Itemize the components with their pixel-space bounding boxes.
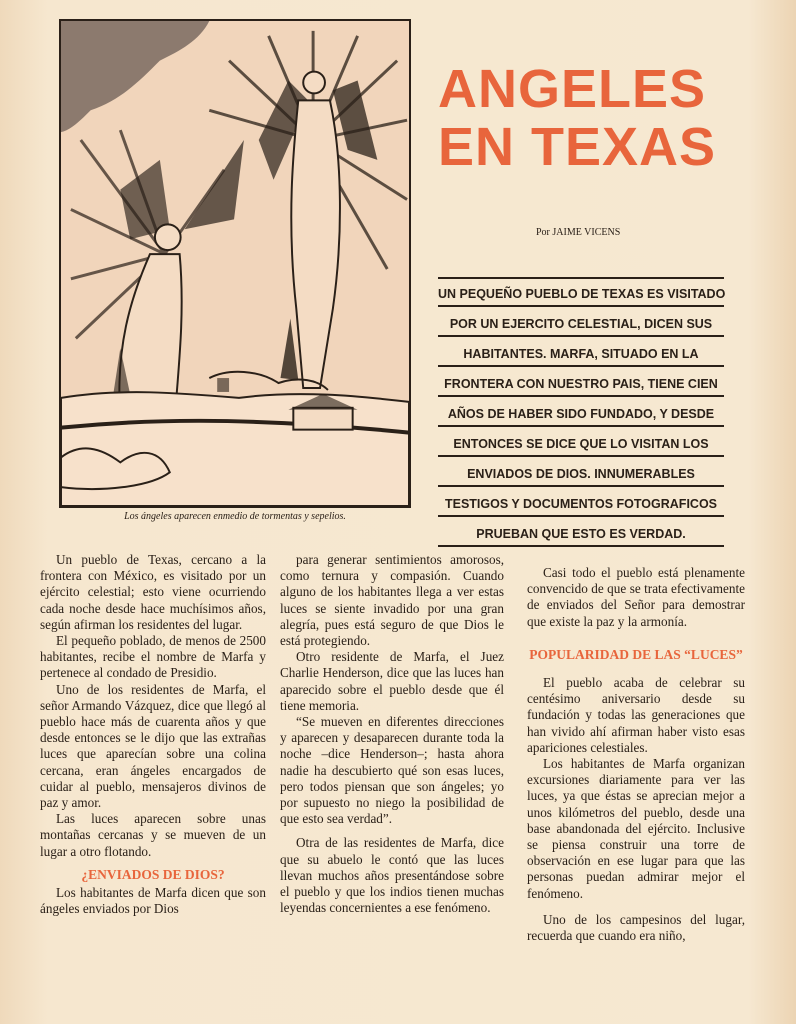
title-line-2: EN TEXAS (438, 117, 717, 177)
paragraph: Un pueblo de Texas, cercano a la frontera con México, es visitado por un ejército celestial; esto viene ocurriendo cada noche desde hace muchísimos años, según afirman los residentes del lugar. (40, 552, 266, 632)
lead-line: UN PEQUEÑO PUEBLO DE TEXAS ES VISITADO (438, 281, 724, 307)
section-heading: ¿ENVIADOS DE DIOS? (81, 866, 225, 882)
paragraph: Uno de los campesinos del lugar, recuerda que cuando era niño, (527, 911, 745, 944)
lead-line: PRUEBAN QUE ESTO ES VERDAD. (438, 521, 724, 547)
paragraph: Casi todo el pueblo está plenamente convencido de que se trata efectivamente de enviados del Señor para demostrar que existe la paz y la armonía. (527, 565, 745, 629)
lead-line: TESTIGOS Y DOCUMENTOS FOTOGRAFICOS (438, 491, 724, 517)
paragraph: El pequeño poblado, de menos de 2500 habitantes, recibe el nombre de Marfa y pertenece al condado de Presidio. (40, 633, 266, 681)
lead-line: ENTONCES SE DICE QUE LO VISITAN LOS (438, 431, 724, 457)
byline: Por JAIME VICENS (536, 227, 621, 238)
illustration-caption: Los ángeles aparecen enmedio de tormentas y sepelios. (124, 511, 346, 522)
paragraph: Uno de los residentes de Marfa, el señor Armando Vázquez, dice que llegó al pueblo hace más de cuarenta años y que desde entonces se le dijo que las extrañas luces que aparecían sobre una colina cercana, eran ángeles encargados de cuidar al pueblo, mensajeros divinos de paz y amor. (40, 681, 266, 811)
lead-top-rule (438, 277, 724, 279)
body-column-3 (527, 565, 745, 944)
lead-line: AÑOS DE HABER SIDO FUNDADO, Y DESDE (438, 401, 724, 427)
angels-drawing (61, 21, 409, 506)
body-column-2 (280, 552, 504, 916)
angels-illustration (59, 19, 411, 508)
paragraph: para generar sentimientos amorosos, como ternura y compasión. Cuando alguno de los habitantes llega a ver estas luces se siente invadido por una gran alegría, pues está seguro de que Dios le está protegiendo. (280, 552, 504, 649)
paragraph: El pueblo acaba de celebrar su centésimo aniversario desde su fundación y todas las generaciones que han vivido ahí afirman haber visto esas apariciones celestiales. (527, 675, 745, 755)
lead-line: HABITANTES. MARFA, SITUADO EN LA (438, 341, 724, 367)
lead-line: ENVIADOS DE DIOS. INNUMERABLES (438, 461, 724, 487)
lead-box (438, 277, 724, 551)
section-heading: POPULARIDAD DE LAS “LUCES” (529, 646, 743, 662)
lead-line: FRONTERA CON NUESTRO PAIS, TIENE CIEN (438, 371, 724, 397)
lead-line: POR UN EJERCITO CELESTIAL, DICEN SUS (438, 311, 724, 337)
paragraph: Otra de las residentes de Marfa, dice que su abuelo le contó que las luces llevan muchos años presentándose sobre el pueblo y que los indios tienen muchas leyendas concernientes a ese fenómeno. (280, 835, 504, 916)
paragraph: Los habitantes de Marfa organizan excursiones diariamente para ver las luces, ya que éstas se aprecian mejor a unos kilómetros del pueblo, desde una base abandonada del ejército. Inclusive se piensa construir una torre de observación en ese lugar para que las personas puedan admirar mejor el fenómeno. (527, 756, 745, 901)
paragraph: Las luces aparecen sobre unas montañas cercanas y se mueven de un lugar a otro flotando. (40, 811, 266, 859)
body-column-1 (40, 552, 266, 917)
paragraph: “Se mueven en diferentes direcciones y aparecen y desaparecen durante toda la noche –dice Henderson–; hasta ahora nadie ha descubierto qué son esas luces, pero todos piensan que son ángeles; yo por supuesto no niego la posibilidad de que esto sea verdad”. (280, 714, 504, 827)
paragraph: Los habitantes de Marfa dicen que son ángeles enviados por Dios (40, 885, 266, 917)
paragraph: Otro residente de Marfa, el Juez Charlie Henderson, dice que las luces han aparecido sobre el pueblo desde que él tiene memoria. (280, 649, 504, 713)
article-title (438, 60, 738, 176)
title-line-1: ANGELES (438, 59, 707, 119)
